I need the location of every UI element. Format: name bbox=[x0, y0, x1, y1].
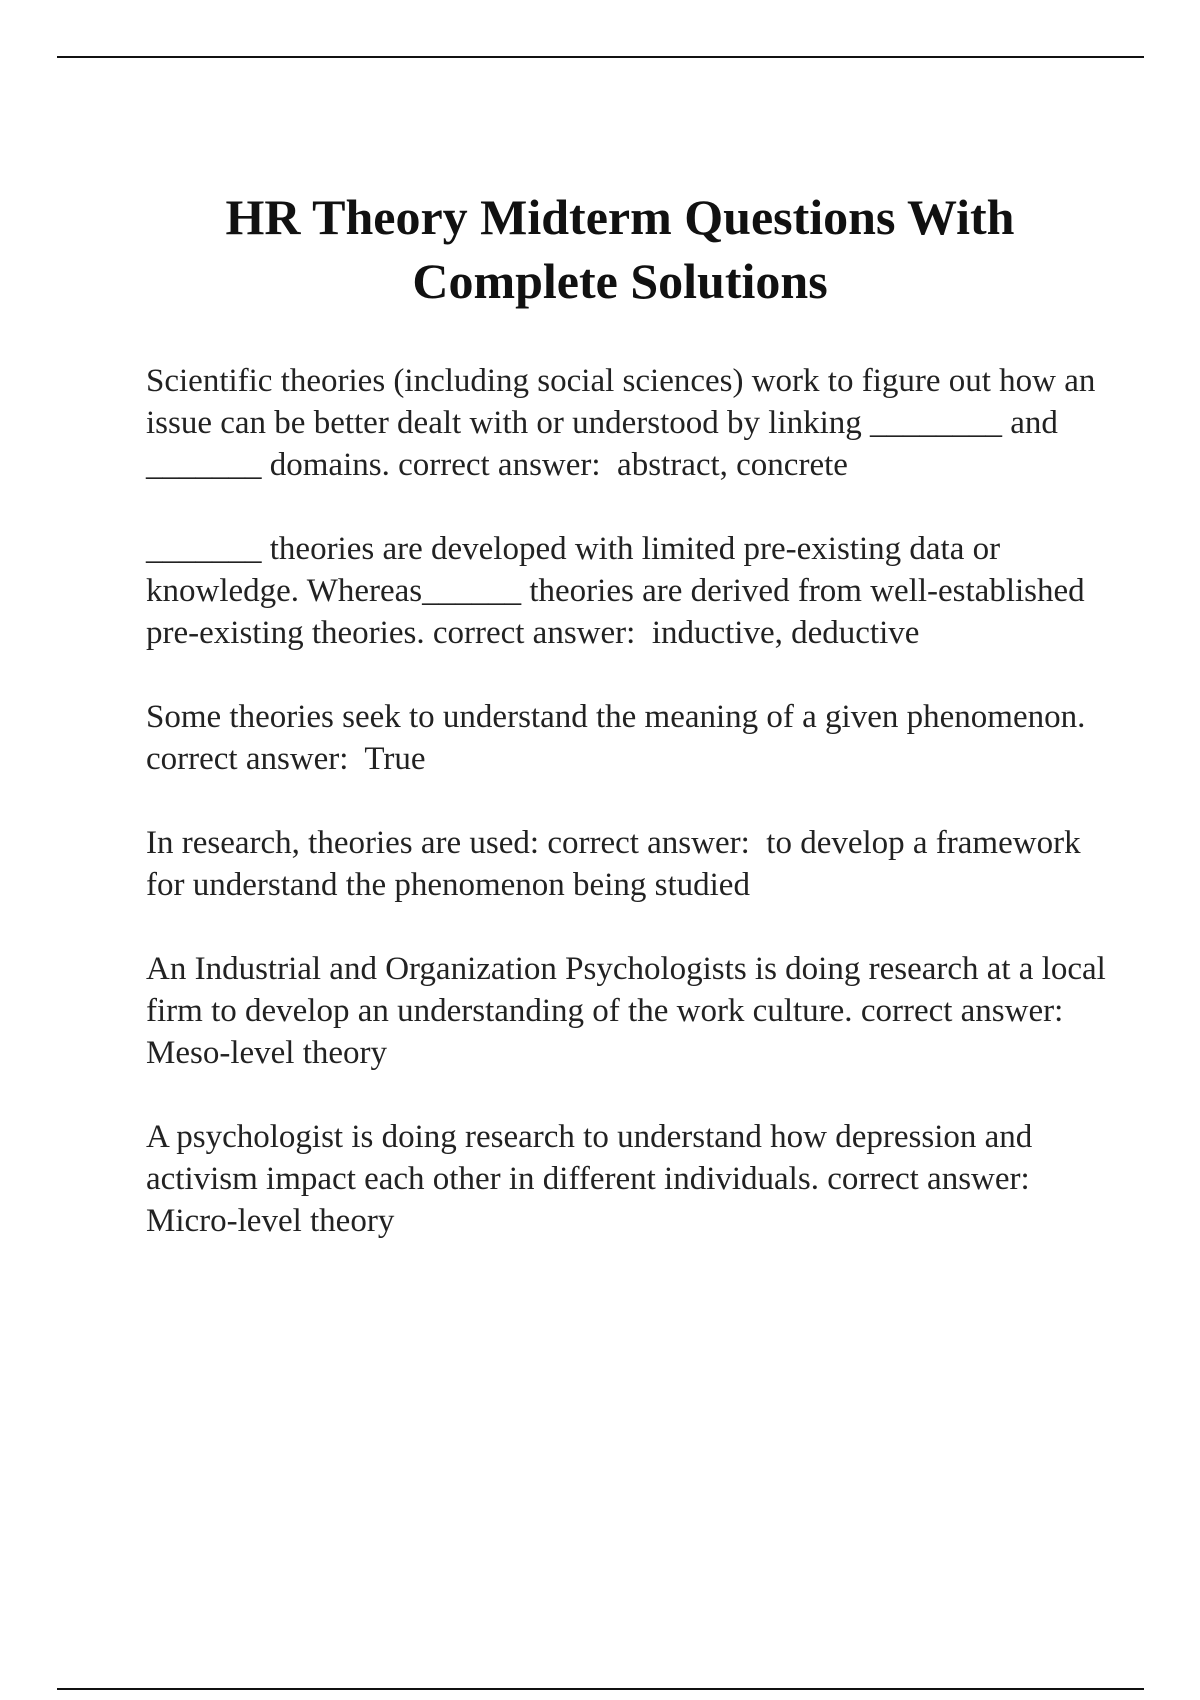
question-text: Scientific theories (including social sciences) work to figure out how an issue can be better dealt with or understood by linking ________ and _______ domains. bbox=[146, 363, 1104, 483]
qa-item bbox=[146, 948, 1115, 1074]
answer-label: correct answer: bbox=[432, 615, 636, 651]
header-rule bbox=[57, 56, 1144, 58]
answer-text: Meso-level theory bbox=[146, 1035, 388, 1071]
answer-text: inductive, deductive bbox=[651, 615, 920, 651]
answer-text: to develop a framework for understand the phenomenon being studied bbox=[146, 825, 1089, 903]
qa-item bbox=[146, 1116, 1106, 1242]
answer-text: True bbox=[364, 741, 426, 777]
answer-label: correct answer: bbox=[547, 825, 750, 861]
qa-item bbox=[146, 360, 1106, 486]
question-text: An Industrial and Organization Psychologists is doing research at a local firm to develop an understanding of the work culture. bbox=[146, 951, 1115, 1029]
footer-rule bbox=[57, 1688, 1144, 1690]
document-title: HR Theory Midterm Questions With Complete Solutions bbox=[225, 189, 1015, 309]
qa-item bbox=[146, 696, 1106, 780]
qa-item bbox=[146, 822, 1106, 906]
qa-item bbox=[146, 528, 1106, 654]
question-text: _______ theories are developed with limited pre-existing data or knowledge. Whereas______ theories are derived from well-established pre-existing theories. bbox=[146, 531, 1093, 651]
question-text: A psychologist is doing research to understand how depression and activism impact each other in different individuals. bbox=[146, 1119, 1041, 1197]
answer-text: Micro-level theory bbox=[146, 1203, 395, 1239]
answer-label: correct answer: bbox=[146, 741, 349, 777]
answer-label: correct answer: bbox=[827, 1161, 1030, 1197]
qa-list bbox=[146, 360, 1115, 1284]
answer-label: correct answer: bbox=[398, 447, 601, 483]
answer-label: correct answer: bbox=[860, 993, 1064, 1029]
question-text: In research, theories are used: bbox=[146, 825, 540, 861]
answer-text: abstract, concrete bbox=[617, 447, 848, 483]
question-text: Some theories seek to understand the meaning of a given phenomenon. bbox=[146, 699, 1086, 735]
